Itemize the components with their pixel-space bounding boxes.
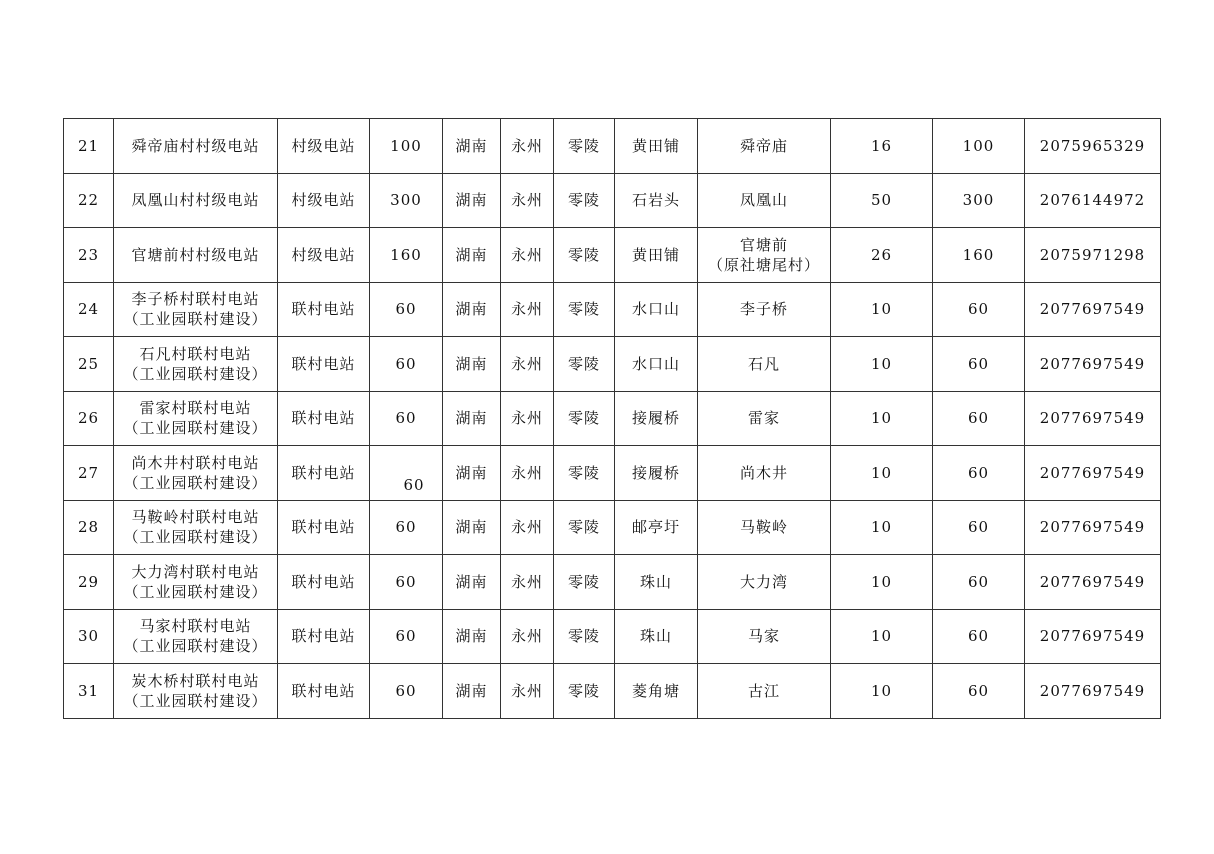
town-text: 石岩头 — [631, 191, 680, 210]
city-text: 永州 — [510, 627, 543, 646]
village-text: 舜帝庙 — [739, 136, 788, 155]
city-cell — [501, 282, 554, 337]
county-cell — [554, 500, 615, 555]
city-text: 永州 — [510, 245, 543, 264]
station-name-text: 雷家村联村电站 — [139, 399, 252, 418]
capacity-cell — [370, 500, 443, 555]
code-text: 2077697549 — [1039, 300, 1146, 319]
city-text: 永州 — [510, 300, 543, 319]
station-type-text: 联村电站 — [291, 627, 356, 646]
city-cell — [501, 664, 554, 719]
households-cell — [831, 609, 933, 664]
province-cell — [443, 664, 501, 719]
city-text: 永州 — [510, 518, 543, 537]
village-text: 大力湾 — [739, 572, 788, 591]
code-text: 2075971298 — [1039, 245, 1146, 264]
station-name-subtext: （工业园联村建设） — [123, 419, 268, 438]
row-number-text: 27 — [77, 463, 100, 482]
county-text: 零陵 — [567, 518, 600, 537]
table-row — [64, 337, 1161, 392]
table-row — [64, 282, 1161, 337]
station-name-text: 炭木桥村联村电站 — [131, 671, 260, 690]
kw-text: 60 — [967, 300, 990, 319]
station-name-cell — [114, 282, 278, 337]
code-text: 2077697549 — [1039, 354, 1146, 373]
kw-cell — [933, 119, 1025, 174]
village-cell — [698, 664, 831, 719]
station-type-cell — [278, 228, 370, 283]
row-number-text: 24 — [77, 300, 100, 319]
households-cell — [831, 555, 933, 610]
station-name-cell — [114, 391, 278, 446]
code-text: 2077697549 — [1039, 409, 1146, 428]
county-text: 零陵 — [567, 627, 600, 646]
code-text: 2075965329 — [1039, 136, 1146, 155]
village-text: 尚木井 — [739, 463, 788, 482]
households-text: 10 — [870, 572, 893, 591]
households-text: 50 — [870, 191, 893, 210]
code-cell — [1025, 173, 1161, 228]
table-row — [64, 500, 1161, 555]
town-cell — [615, 609, 698, 664]
code-cell — [1025, 609, 1161, 664]
station-name-cell — [114, 555, 278, 610]
row-number-text: 28 — [77, 518, 100, 537]
capacity-text: 60 — [395, 518, 417, 537]
code-cell — [1025, 664, 1161, 719]
station-name-text: 李子桥村联村电站 — [131, 290, 260, 309]
kw-cell — [933, 446, 1025, 501]
village-text: 官塘前 — [739, 235, 788, 254]
households-text: 10 — [870, 627, 893, 646]
station-type-cell — [278, 173, 370, 228]
town-cell — [615, 337, 698, 392]
station-type-cell — [278, 609, 370, 664]
station-name-cell — [114, 609, 278, 664]
county-text: 零陵 — [567, 409, 600, 428]
town-text: 接履桥 — [631, 409, 680, 428]
town-cell — [615, 500, 698, 555]
village-cell — [698, 228, 831, 283]
row-number-text: 26 — [77, 409, 100, 428]
station-type-text: 联村电站 — [291, 300, 356, 319]
households-cell — [831, 391, 933, 446]
kw-text: 60 — [967, 681, 990, 700]
capacity-text: 100 — [390, 136, 422, 155]
code-text: 2077697549 — [1039, 518, 1146, 537]
kw-text: 60 — [967, 572, 990, 591]
households-text: 16 — [870, 136, 893, 155]
station-table — [63, 118, 1161, 719]
capacity-text: 60 — [395, 409, 417, 428]
table-body — [64, 119, 1161, 719]
capacity-cell — [370, 446, 443, 501]
province-text: 湖南 — [455, 136, 488, 155]
station-name-cell — [114, 119, 278, 174]
city-text: 永州 — [510, 354, 543, 373]
capacity-cell — [370, 337, 443, 392]
province-cell — [443, 391, 501, 446]
city-text: 永州 — [510, 572, 543, 591]
village-subtext: （原社塘尾村） — [707, 255, 820, 274]
station-name-text: 凤凰山村村级电站 — [131, 191, 260, 210]
station-type-cell — [278, 282, 370, 337]
village-cell — [698, 173, 831, 228]
town-cell — [615, 446, 698, 501]
station-type-text: 村级电站 — [291, 136, 356, 155]
capacity-text: 60 — [395, 354, 417, 373]
city-text: 永州 — [510, 191, 543, 210]
kw-cell — [933, 337, 1025, 392]
village-cell — [698, 500, 831, 555]
town-text: 黄田铺 — [631, 245, 680, 264]
households-text: 10 — [870, 463, 893, 482]
station-name-cell — [114, 446, 278, 501]
province-cell — [443, 609, 501, 664]
kw-cell — [933, 391, 1025, 446]
city-cell — [501, 609, 554, 664]
county-cell — [554, 119, 615, 174]
households-cell — [831, 282, 933, 337]
code-text: 2077697549 — [1039, 463, 1146, 482]
county-text: 零陵 — [567, 463, 600, 482]
village-cell — [698, 119, 831, 174]
kw-cell — [933, 500, 1025, 555]
city-text: 永州 — [510, 463, 543, 482]
station-name-text: 马家村联村电站 — [139, 617, 252, 636]
table-row — [64, 555, 1161, 610]
households-cell — [831, 228, 933, 283]
station-type-text: 村级电站 — [291, 191, 356, 210]
capacity-cell — [370, 391, 443, 446]
village-text: 凤凰山 — [739, 191, 788, 210]
station-name-cell — [114, 664, 278, 719]
town-cell — [615, 282, 698, 337]
capacity-cell — [370, 664, 443, 719]
kw-text: 100 — [962, 136, 995, 155]
province-text: 湖南 — [455, 409, 488, 428]
row-number-cell — [64, 173, 114, 228]
table-row — [64, 664, 1161, 719]
station-name-subtext: （工业园联村建设） — [123, 528, 268, 547]
county-cell — [554, 228, 615, 283]
capacity-text: 60 — [395, 572, 417, 591]
station-type-cell — [278, 391, 370, 446]
code-cell — [1025, 500, 1161, 555]
city-cell — [501, 500, 554, 555]
row-number-cell — [64, 446, 114, 501]
province-text: 湖南 — [455, 300, 488, 319]
capacity-text: 60 — [395, 300, 417, 319]
station-type-text: 联村电站 — [291, 518, 356, 537]
station-type-cell — [278, 119, 370, 174]
code-cell — [1025, 555, 1161, 610]
province-cell — [443, 282, 501, 337]
town-text: 菱角塘 — [631, 681, 680, 700]
station-name-subtext: （工业园联村建设） — [123, 310, 268, 329]
households-text: 26 — [870, 245, 893, 264]
county-cell — [554, 282, 615, 337]
city-cell — [501, 119, 554, 174]
province-text: 湖南 — [455, 627, 488, 646]
town-text: 黄田铺 — [631, 136, 680, 155]
row-number-cell — [64, 391, 114, 446]
county-cell — [554, 609, 615, 664]
capacity-cell — [370, 173, 443, 228]
village-text: 雷家 — [747, 409, 780, 428]
kw-cell — [933, 555, 1025, 610]
capacity-text: 60 — [395, 681, 417, 700]
village-text: 石凡 — [747, 354, 780, 373]
province-text: 湖南 — [455, 518, 488, 537]
code-cell — [1025, 337, 1161, 392]
row-number-text: 30 — [77, 627, 100, 646]
province-cell — [443, 119, 501, 174]
county-cell — [554, 555, 615, 610]
row-number-text: 25 — [77, 354, 100, 373]
city-cell — [501, 337, 554, 392]
code-text: 2077697549 — [1039, 627, 1146, 646]
table-row — [64, 609, 1161, 664]
village-cell — [698, 555, 831, 610]
row-number-cell — [64, 282, 114, 337]
station-type-cell — [278, 337, 370, 392]
village-text: 古江 — [747, 681, 780, 700]
kw-cell — [933, 664, 1025, 719]
station-name-cell — [114, 500, 278, 555]
town-cell — [615, 228, 698, 283]
province-cell — [443, 500, 501, 555]
village-cell — [698, 391, 831, 446]
kw-text: 160 — [962, 245, 995, 264]
capacity-text: 60 — [395, 627, 417, 646]
city-cell — [501, 173, 554, 228]
row-number-cell — [64, 500, 114, 555]
station-name-cell — [114, 228, 278, 283]
row-number-text: 31 — [77, 681, 100, 700]
households-cell — [831, 337, 933, 392]
village-text: 马家 — [747, 627, 780, 646]
kw-text: 300 — [962, 191, 995, 210]
station-type-text: 联村电站 — [291, 463, 356, 482]
code-cell — [1025, 119, 1161, 174]
city-text: 永州 — [510, 136, 543, 155]
kw-cell — [933, 609, 1025, 664]
station-name-subtext: （工业园联村建设） — [123, 637, 268, 656]
province-text: 湖南 — [455, 572, 488, 591]
capacity-text: 60 — [403, 475, 425, 494]
village-text: 李子桥 — [739, 300, 788, 319]
table-row — [64, 446, 1161, 501]
village-cell — [698, 609, 831, 664]
capacity-cell — [370, 282, 443, 337]
station-name-text: 舜帝庙村村级电站 — [131, 136, 260, 155]
households-cell — [831, 500, 933, 555]
village-text: 马鞍岭 — [739, 518, 788, 537]
city-cell — [501, 555, 554, 610]
city-text: 永州 — [510, 409, 543, 428]
station-name-text: 石凡村联村电站 — [139, 344, 252, 363]
county-text: 零陵 — [567, 572, 600, 591]
city-cell — [501, 228, 554, 283]
county-text: 零陵 — [567, 354, 600, 373]
capacity-text: 300 — [390, 191, 422, 210]
province-cell — [443, 337, 501, 392]
row-number-cell — [64, 119, 114, 174]
capacity-text: 160 — [390, 245, 422, 264]
town-cell — [615, 119, 698, 174]
capacity-cell — [370, 228, 443, 283]
households-text: 10 — [870, 518, 893, 537]
county-text: 零陵 — [567, 245, 600, 264]
row-number-text: 22 — [77, 191, 100, 210]
province-cell — [443, 446, 501, 501]
town-text: 珠山 — [639, 627, 672, 646]
station-name-subtext: （工业园联村建设） — [123, 364, 268, 383]
table-row — [64, 228, 1161, 283]
station-name-subtext: （工业园联村建设） — [123, 473, 268, 492]
capacity-cell — [370, 119, 443, 174]
row-number-cell — [64, 337, 114, 392]
households-text: 10 — [870, 409, 893, 428]
province-text: 湖南 — [455, 191, 488, 210]
kw-text: 60 — [967, 518, 990, 537]
households-text: 10 — [870, 354, 893, 373]
station-type-text: 联村电站 — [291, 409, 356, 428]
kw-text: 60 — [967, 354, 990, 373]
code-text: 2077697549 — [1039, 681, 1146, 700]
kw-cell — [933, 228, 1025, 283]
households-cell — [831, 119, 933, 174]
city-cell — [501, 391, 554, 446]
kw-cell — [933, 282, 1025, 337]
town-text: 邮亭圩 — [631, 518, 680, 537]
city-text: 永州 — [510, 681, 543, 700]
county-cell — [554, 664, 615, 719]
station-name-cell — [114, 173, 278, 228]
station-name-text: 大力湾村联村电站 — [131, 562, 260, 581]
town-cell — [615, 391, 698, 446]
row-number-text: 23 — [77, 245, 100, 264]
code-cell — [1025, 446, 1161, 501]
table-row — [64, 119, 1161, 174]
code-cell — [1025, 282, 1161, 337]
town-text: 水口山 — [631, 300, 680, 319]
station-type-cell — [278, 500, 370, 555]
station-type-text: 联村电站 — [291, 572, 356, 591]
households-cell — [831, 664, 933, 719]
households-cell — [831, 173, 933, 228]
station-type-cell — [278, 555, 370, 610]
station-type-cell — [278, 446, 370, 501]
capacity-cell — [370, 555, 443, 610]
province-text: 湖南 — [455, 463, 488, 482]
county-cell — [554, 173, 615, 228]
county-text: 零陵 — [567, 300, 600, 319]
station-name-cell — [114, 337, 278, 392]
station-name-text: 马鞍岭村联村电站 — [131, 508, 260, 527]
province-text: 湖南 — [455, 245, 488, 264]
province-cell — [443, 228, 501, 283]
code-text: 2076144972 — [1039, 191, 1146, 210]
county-text: 零陵 — [567, 136, 600, 155]
capacity-cell — [370, 609, 443, 664]
row-number-cell — [64, 228, 114, 283]
code-cell — [1025, 228, 1161, 283]
village-cell — [698, 282, 831, 337]
row-number-cell — [64, 555, 114, 610]
province-cell — [443, 555, 501, 610]
code-text: 2077697549 — [1039, 572, 1146, 591]
town-text: 接履桥 — [631, 463, 680, 482]
town-text: 珠山 — [639, 572, 672, 591]
table-row — [64, 173, 1161, 228]
table-row — [64, 391, 1161, 446]
row-number-cell — [64, 609, 114, 664]
row-number-text: 21 — [77, 136, 100, 155]
town-text: 水口山 — [631, 354, 680, 373]
county-cell — [554, 446, 615, 501]
households-cell — [831, 446, 933, 501]
code-cell — [1025, 391, 1161, 446]
town-cell — [615, 173, 698, 228]
province-text: 湖南 — [455, 681, 488, 700]
row-number-text: 29 — [77, 572, 100, 591]
village-cell — [698, 337, 831, 392]
town-cell — [615, 664, 698, 719]
station-name-subtext: （工业园联村建设） — [123, 691, 268, 710]
row-number-cell — [64, 664, 114, 719]
county-cell — [554, 337, 615, 392]
kw-cell — [933, 173, 1025, 228]
city-cell — [501, 446, 554, 501]
province-text: 湖南 — [455, 354, 488, 373]
county-cell — [554, 391, 615, 446]
station-type-cell — [278, 664, 370, 719]
kw-text: 60 — [967, 627, 990, 646]
station-name-subtext: （工业园联村建设） — [123, 582, 268, 601]
station-type-text: 联村电站 — [291, 681, 356, 700]
county-text: 零陵 — [567, 681, 600, 700]
station-name-text: 尚木井村联村电站 — [131, 453, 260, 472]
households-text: 10 — [870, 300, 893, 319]
town-cell — [615, 555, 698, 610]
station-type-text: 联村电站 — [291, 354, 356, 373]
kw-text: 60 — [967, 463, 990, 482]
station-type-text: 村级电站 — [291, 245, 356, 264]
households-text: 10 — [870, 681, 893, 700]
county-text: 零陵 — [567, 191, 600, 210]
province-cell — [443, 173, 501, 228]
kw-text: 60 — [967, 409, 990, 428]
station-name-text: 官塘前村村级电站 — [131, 245, 260, 264]
village-cell — [698, 446, 831, 501]
